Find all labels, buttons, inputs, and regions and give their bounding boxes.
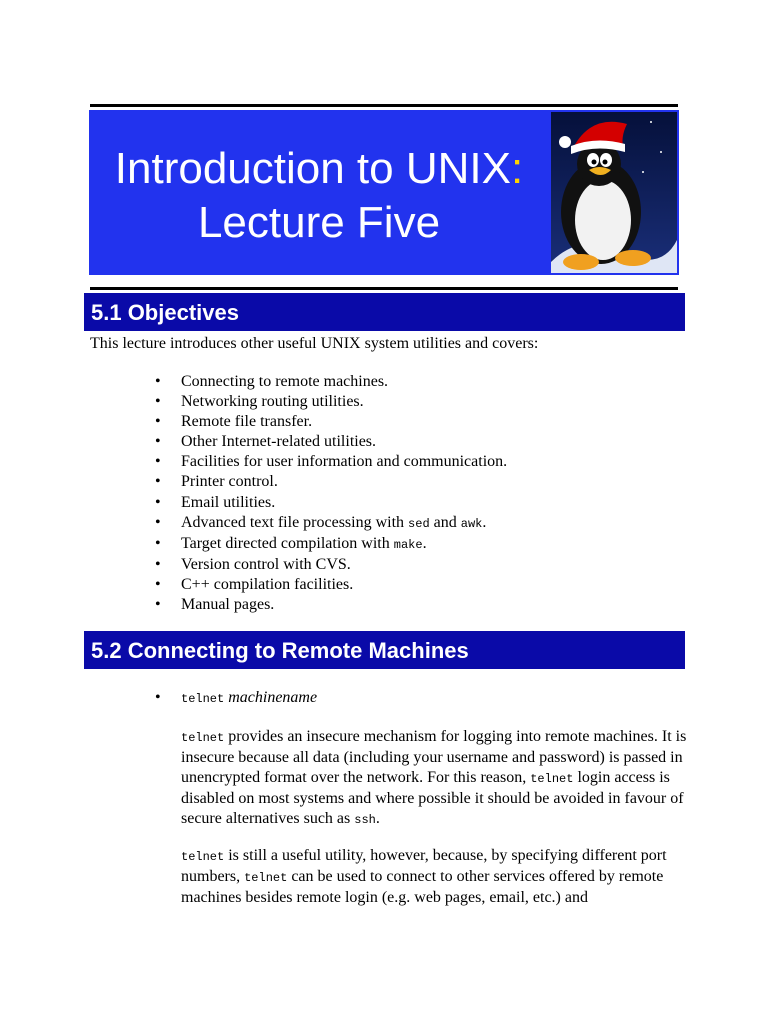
bullet-icon: •: [155, 596, 161, 614]
section-heading-objectives: [84, 293, 685, 331]
title-line-2: Lecture Five: [197, 198, 441, 247]
bottom-rule: [90, 287, 678, 290]
bullet-icon: •: [155, 393, 161, 411]
list-item: • Advanced text file processing with sed and awk.: [155, 513, 507, 534]
bullet-icon: •: [155, 493, 161, 511]
bullet-icon: •: [155, 513, 161, 531]
list-item: • Facilities for user information and communication.: [155, 452, 507, 472]
bullet-icon: •: [155, 555, 161, 573]
telnet-description-paragraph: telnet provides an insecure mechanism for logging into remote machines. It is insecure because all data (including your username and password) is passed in unencrypted format over the network. For this reason, telnet login access is disabled on most systems and where possible it should be avoided in favour of secure alternatives such as ssh.: [181, 728, 687, 827]
objectives-intro: This lecture introduces other useful UNIX system utilities and covers:: [90, 335, 539, 352]
list-item: • Target directed compilation with make.: [155, 534, 507, 555]
code-sed: sed: [408, 516, 430, 531]
code-make: make: [393, 537, 423, 552]
bullet-icon: •: [155, 473, 161, 491]
list-item: • Networking routing utilities.: [155, 392, 507, 412]
code-telnet: telnet: [181, 692, 225, 706]
bullet-icon: •: [155, 453, 161, 471]
list-item: • Email utilities.: [155, 493, 507, 513]
section-title: 5.1 Objectives: [91, 300, 239, 325]
list-item: • Other Internet-related utilities.: [155, 432, 507, 452]
bullet-icon: •: [155, 373, 161, 390]
telnet-usage-paragraph: telnet is still a useful utility, however, because, by specifying different port numbers, telnet can be used to connect to other services offered by remote machines besides remote login (e.g. web pages, email, etc.) and: [181, 847, 667, 906]
list-item: • Connecting to remote machines.: [155, 372, 507, 392]
tux-penguin-image: [551, 112, 677, 273]
list-item: • Printer control.: [155, 472, 507, 492]
remote-commands-list: [155, 688, 317, 709]
penguin-illustration: [551, 112, 677, 273]
code-awk: awk: [460, 516, 483, 531]
list-item: • C++ compilation facilities.: [155, 575, 507, 595]
title-line-1: Introduction to UNIX:: [114, 144, 524, 193]
list-item: • Version control with CVS.: [155, 555, 507, 575]
objectives-list: [155, 372, 507, 615]
list-item: • Remote file transfer.: [155, 412, 507, 432]
section-heading-remote-machines: [84, 631, 685, 669]
section-title: 5.2 Connecting to Remote Machines: [91, 638, 469, 663]
list-item: • Manual pages.: [155, 595, 507, 615]
bullet-icon: •: [155, 534, 161, 552]
bullet-icon: •: [155, 433, 161, 451]
title-colon: :: [510, 144, 524, 193]
bullet-icon: •: [155, 413, 161, 431]
bullet-icon: •: [155, 689, 161, 706]
page-title: [89, 142, 549, 250]
list-item: [155, 688, 317, 709]
top-rule: [90, 104, 678, 107]
command-argument: machinename: [228, 689, 318, 706]
bullet-icon: •: [155, 575, 161, 593]
